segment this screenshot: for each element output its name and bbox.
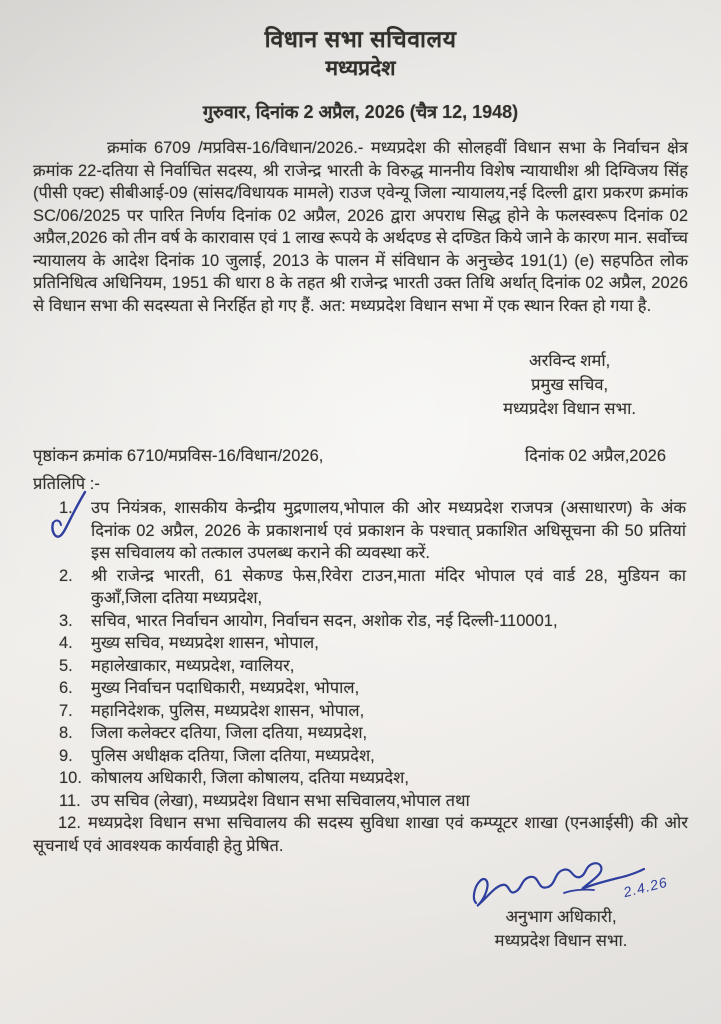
handwritten-date: 2.4.26 (621, 873, 670, 901)
list-item-text: मुख्य सचिव, मध्यप्रदेश शासन, भोपाल, (91, 634, 319, 652)
list-item-number: 11. (59, 791, 81, 810)
copy-distribution-list (33, 497, 688, 857)
list-item (33, 812, 688, 857)
list-item-text: उप नियंत्रक, शासकीय केन्द्रीय मुद्रणालय,भोपाल की ओर मध्यप्रदेश राजपत्र (असाधारण) के अंक दिनांक 02 अप्रैल, 2026 के प्रकाशनार्थ एवं प्रकाशन के पश्चात् प्रकाशित अधिसूचना की 50 प्रतियां इस सचिवालय को तत्काल उपलब्ध कराने की व्यवस्था करें. (91, 499, 686, 562)
signatory-title: प्रमुख सचिव, (531, 376, 609, 394)
signatory-name: अरविन्द शर्मा, (528, 352, 611, 370)
list-item (33, 700, 688, 723)
org-title: विधान सभा सचिवालय (264, 26, 457, 52)
list-item-text: श्री राजेन्द्र भारती, 61 सेकण्ड फेस,रिवेरा टाउन,माता मंदिर भोपाल एवं वार्ड 28, मुडियन का कुऑं,जिला दतिया मध्यप्रदेश, (91, 566, 686, 607)
list-item-number: 6. (59, 679, 73, 697)
list-item (33, 565, 688, 610)
list-item-text: कोषालय अधिकारी, जिला कोषालय, दतिया मध्यप्रदेश, (91, 769, 409, 787)
list-item-number: 5. (59, 656, 73, 675)
footer-signatory-block (468, 859, 670, 953)
list-item-text: मध्यप्रदेश विधान सभा सचिवालय की सदस्य सुविधा शाखा एवं कम्प्यूटर शाखा (एनआईसी) की ओर सूचनार्थ एवं आवश्यक कार्यवाही हेतु प्रेषित. (33, 814, 688, 855)
signatory-org: मध्यप्रदेश विधान सभा. (503, 400, 636, 418)
footer-signatory-org: मध्यप्रदेश विधान सभा. (494, 932, 628, 950)
list-item (33, 722, 688, 745)
copy-to-label: प्रतिलिपि :- (33, 475, 100, 493)
endorsement-number: पृष्ठांकन क्रमांक 6710/मप्रविस-16/विधान/2026, (33, 447, 324, 465)
list-item-text: सचिव, भारत निर्वाचन आयोग, निर्वाचन सदन, अशोक रोड, नई दिल्ली-110001, (91, 611, 558, 630)
list-item-number: 8. (59, 724, 73, 742)
list-item-number: 9. (59, 746, 73, 765)
list-item-number: 10. (59, 769, 82, 787)
list-item (33, 767, 688, 790)
list-item (33, 610, 688, 633)
org-subtitle: मध्यप्रदेश (325, 57, 396, 80)
list-item-text: जिला कलेक्टर दतिया, जिला दतिया, मध्यप्रदेश, (91, 724, 368, 742)
list-item (33, 745, 688, 768)
list-item-number: 2. (59, 566, 73, 585)
list-item (33, 497, 688, 565)
list-item-number: 7. (59, 701, 73, 720)
list-item-text: महानिदेशक, पुलिस, मध्यप्रदेश शासन, भोपाल, (91, 701, 365, 720)
list-item-text: उप सचिव (लेखा), मध्यप्रदेश विधान सभा सचिवालय,भोपाल तथा (91, 791, 470, 810)
list-item-number: 4. (59, 634, 73, 652)
list-item (33, 632, 688, 655)
signatory-block (503, 349, 636, 421)
list-item-text: मुख्य निर्वाचन पदाधिकारी, मध्यप्रदेश, भोपाल, (91, 679, 360, 697)
list-item-number: 12. (58, 814, 81, 832)
list-item-text: पुलिस अधीक्षक दतिया, जिला दतिया, मध्यप्रदेश, (91, 746, 375, 765)
list-item-number: 1. (59, 499, 73, 517)
list-item (33, 677, 688, 700)
document-date-line: गुरुवार, दिनांक 2 अप्रैल, 2026 (चैत्र 12, 1948) (202, 102, 519, 122)
footer-signatory-title: अनुभाग अधिकारी, (505, 908, 617, 926)
notification-paragraph: क्रमांक 6709 /मप्रविस-16/विधान/2026.- मध्यप्रदेश की सोलहवीं विधान सभा के निर्वाचन क्षेत्र क्रमांक 22-दतिया से निर्वाचित सदस्य, श्री राजेन्द्र भारती के विरुद्ध माननीय विशेष न्यायाधीश श्री दिग्विजय सिंह (पीसी एक्ट) सीबीआई-09 (सांसद/विधायक मामले) राउज एवेन्यू जिला न्यायालय,नई दिल्ली द्वारा प्रकरण क्रमांक SC/06/2025 पर पारित निर्णय दिनांक 02 अप्रैल, 2026 द्वारा अपराध सिद्ध होने के फलस्वरूप दिनांक 02 अप्रैल,2026 को तीन वर्ष के कारावास एवं 1 लाख रूपये के अर्थदण्ड से दण्डित किये जाने के कारण मान. सर्वोच्च न्यायालय के आदेश दिनांक 10 जुलाई, 2013 के पालन में संविधान के अनुच्छेद 191(1) (e) सहपठित लोक प्रतिनिधित्व अधिनियम, 1951 की धारा 8 के तहत श्री राजेन्द्र भारती उक्त तिथि अर्थात् दिनांक 02 अप्रैल, 2026 से विधान सभा की सदस्यता से निरर्हित हो गए हैं. अत: मध्यप्रदेश विधान सभा में एक स्थान रिक्त हो गया है. (33, 139, 688, 315)
list-item-text: महालेखाकार, मध्यप्रदेश, ग्वालियर, (91, 656, 295, 675)
endorsement-row (33, 443, 688, 466)
list-item-number: 3. (59, 611, 73, 630)
endorsement-date: दिनांक 02 अप्रैल,2026 (524, 447, 666, 465)
list-item (33, 790, 688, 813)
list-item (33, 655, 688, 678)
